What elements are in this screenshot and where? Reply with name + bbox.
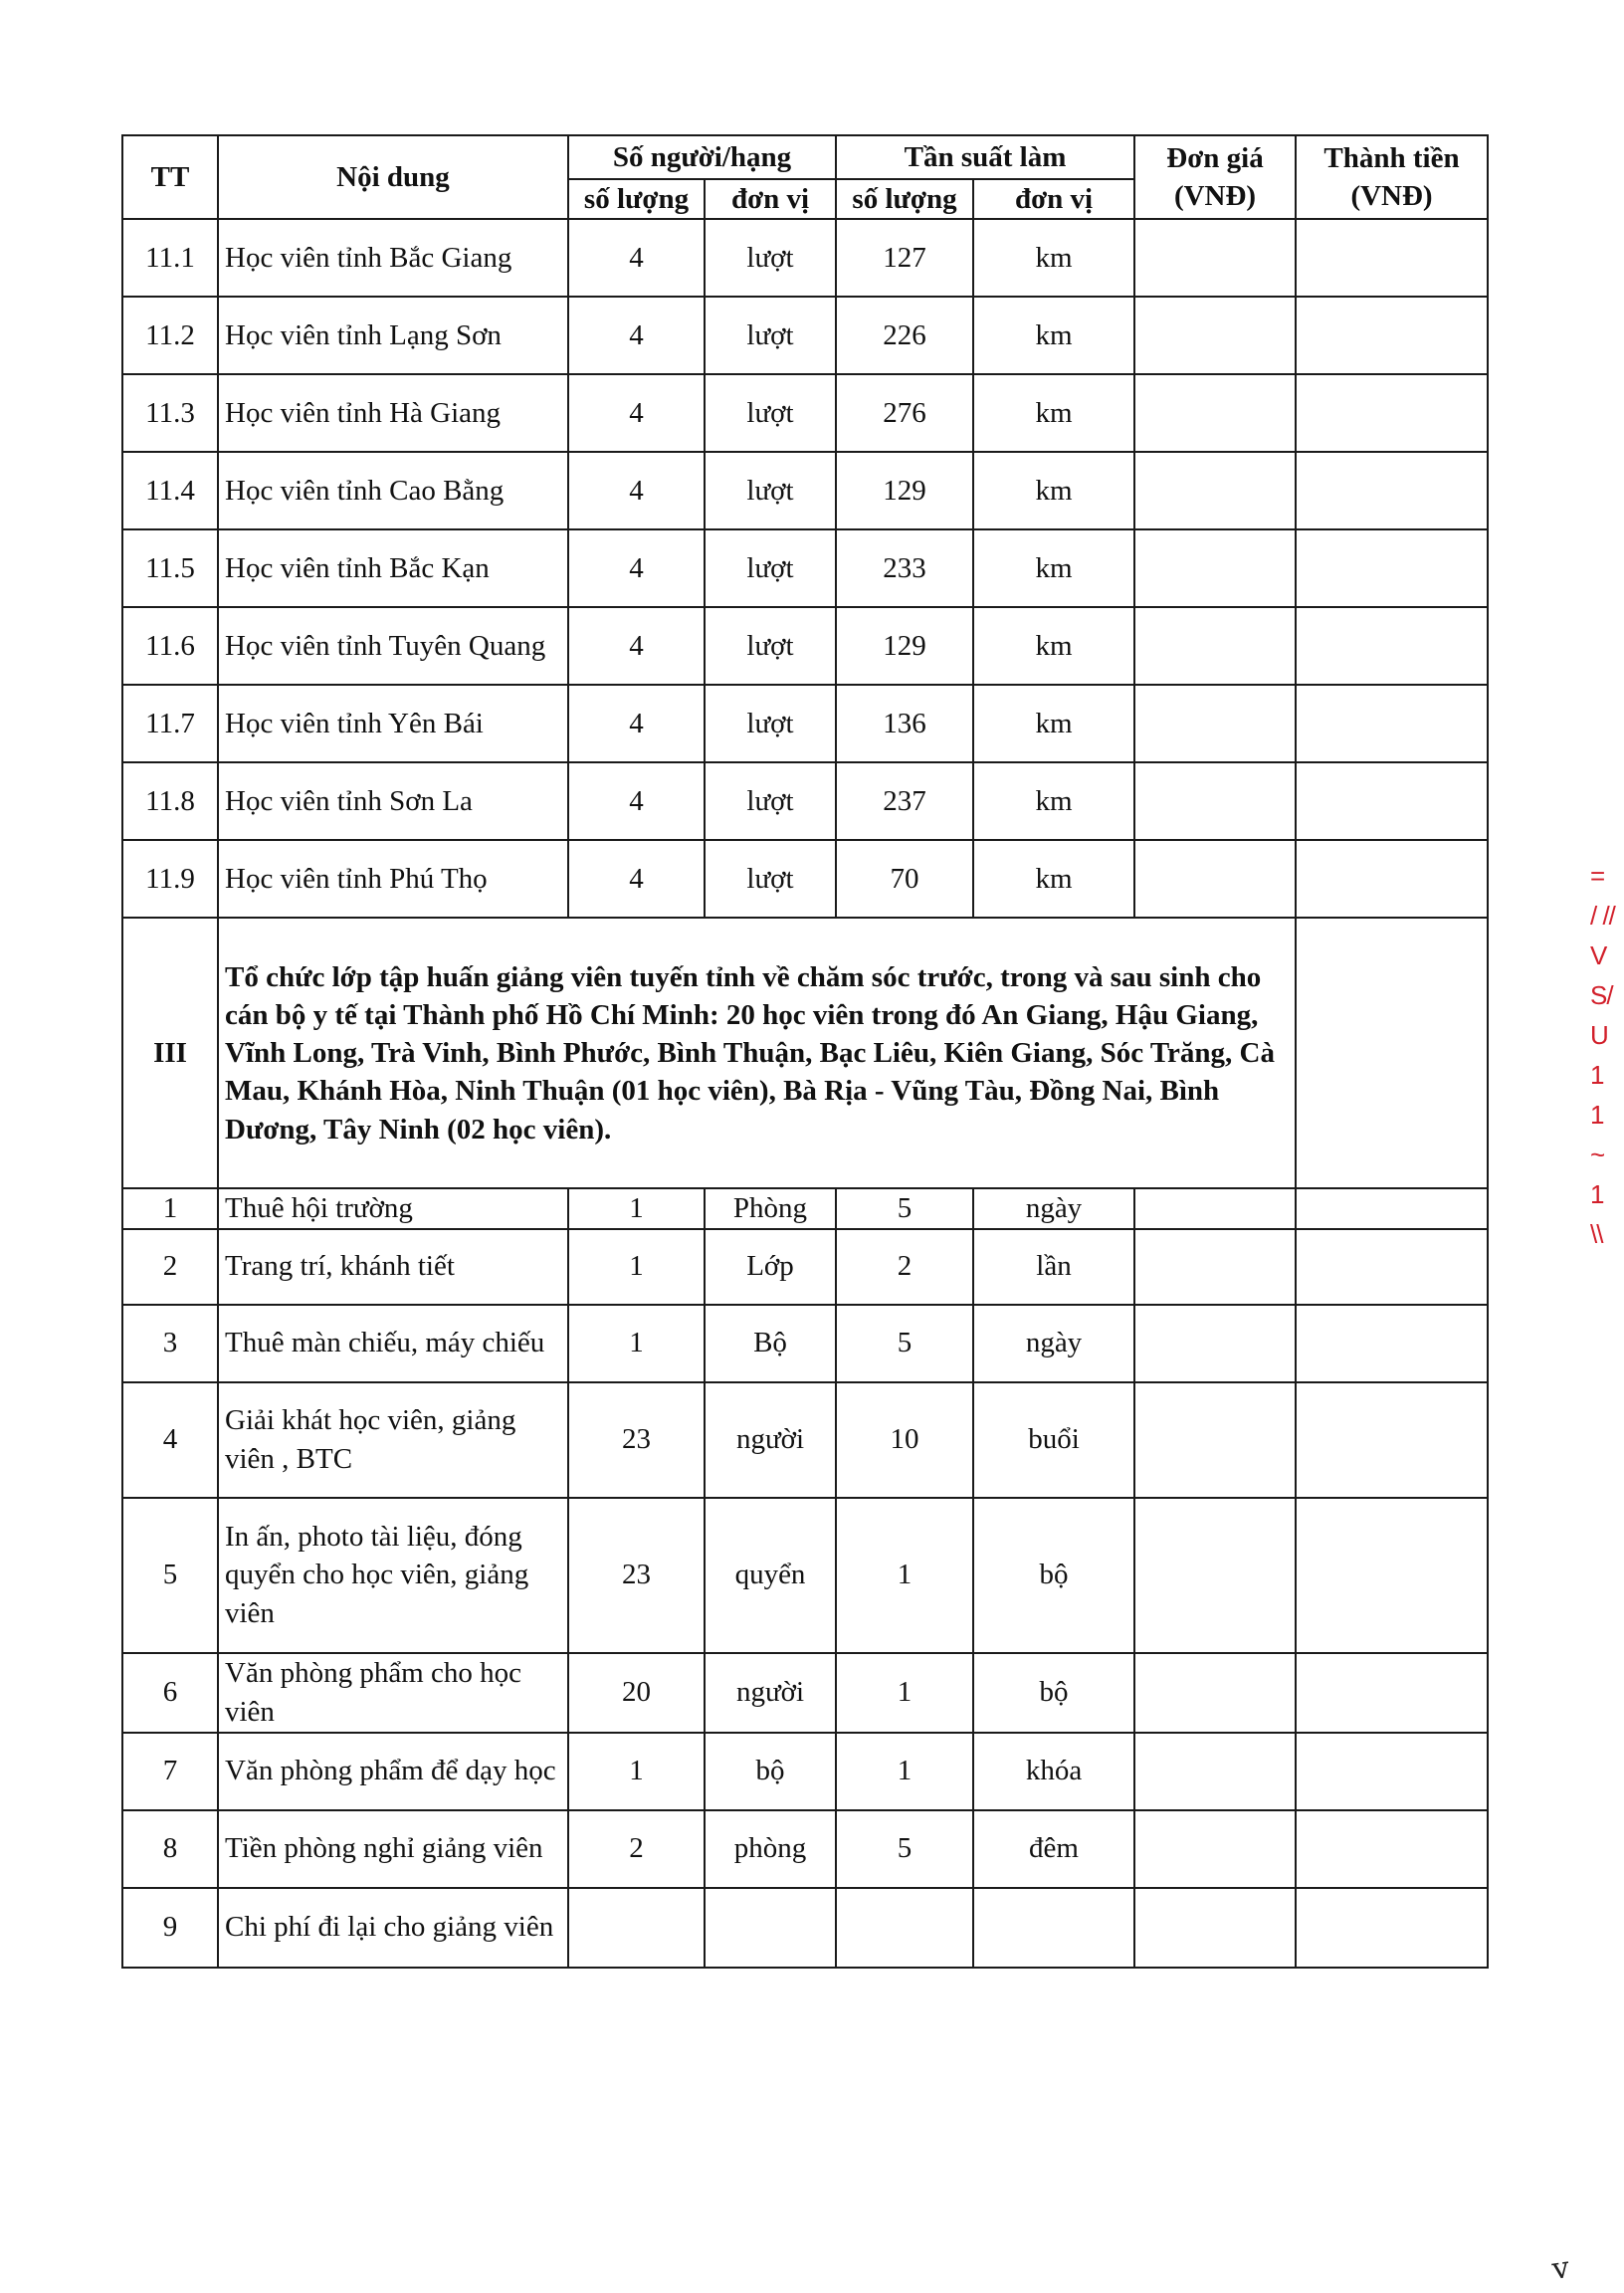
cell-content: Trang trí, khánh tiết (218, 1229, 568, 1305)
section-tt: III (122, 918, 218, 1188)
cell-content: Học viên tỉnh Tuyên Quang (218, 607, 568, 685)
cell-unit: lượt (705, 529, 836, 607)
cell-freq (836, 1888, 973, 1968)
cell-thanh-tien (1296, 1229, 1488, 1305)
header-so-luong-1: số lượng (568, 179, 705, 219)
cell-don-gia (1134, 762, 1296, 840)
table-body (122, 219, 1488, 1967)
cell-unit: lượt (705, 219, 836, 297)
cell-thanh-tien (1296, 529, 1488, 607)
cell-don-gia (1134, 297, 1296, 374)
cell-tt: 11.9 (122, 840, 218, 918)
cell-thanh-tien (1296, 685, 1488, 762)
table-row (122, 1810, 1488, 1888)
cell-don-gia (1134, 1382, 1296, 1498)
cell-content: Văn phòng phẩm cho học viên (218, 1653, 568, 1733)
cell-tt: 11.8 (122, 762, 218, 840)
cell-don-gia (1134, 1188, 1296, 1228)
cell-content: Thuê màn chiếu, máy chiếu (218, 1305, 568, 1382)
section-heading: Tổ chức lớp tập huấn giảng viên tuyến tỉnh về chăm sóc trước, trong và sau sinh cho cán bộ y tế tại Thành phố Hồ Chí Minh: 20 học viên trong đó An Giang, Hậu Giang, Vĩnh Long, Trà Vinh, Bình Phước, Bình Thuận, Bạc Liêu, Kiên Giang, Sóc Trăng, Cà Mau, Khánh Hòa, Ninh Thuận (01 học viên), Bà Rịa - Vũng Tàu, Đồng Nai, Bình Dương, Tây Ninh (02 học viên). (218, 918, 1296, 1188)
cell-content: In ấn, photo tài liệu, đóng quyển cho học viên, giảng viên (218, 1498, 568, 1653)
cell-tt: 9 (122, 1888, 218, 1968)
cell-freq-unit: km (973, 607, 1134, 685)
cell-qty (568, 1888, 705, 1968)
cell-freq-unit: buổi (973, 1382, 1134, 1498)
cell-don-gia (1134, 685, 1296, 762)
header-tan-suat-lam: Tần suất làm (836, 135, 1134, 179)
cell-freq: 2 (836, 1229, 973, 1305)
cell-freq-unit: km (973, 529, 1134, 607)
cell-tt: 3 (122, 1305, 218, 1382)
cell-tt: 11.1 (122, 219, 218, 297)
margin-mark: U (1590, 1020, 1608, 1050)
cell-tt: 5 (122, 1498, 218, 1653)
cell-freq: 136 (836, 685, 973, 762)
cell-freq: 1 (836, 1653, 973, 1733)
cell-unit: lượt (705, 840, 836, 918)
cell-thanh-tien (1296, 1498, 1488, 1653)
cell-thanh-tien (1296, 607, 1488, 685)
cell-qty: 23 (568, 1382, 705, 1498)
cell-qty: 4 (568, 297, 705, 374)
cell-unit: người (705, 1382, 836, 1498)
cell-tt: 11.5 (122, 529, 218, 607)
table-row (122, 219, 1488, 297)
cell-content: Học viên tỉnh Cao Bằng (218, 452, 568, 529)
cell-unit: lượt (705, 685, 836, 762)
cell-tt: 2 (122, 1229, 218, 1305)
header-don-vi-1: đơn vị (705, 179, 836, 219)
cell-qty: 4 (568, 607, 705, 685)
cell-thanh-tien (1296, 1188, 1488, 1228)
margin-mark: \\ (1590, 1219, 1603, 1249)
cell-freq-unit: lần (973, 1229, 1134, 1305)
margin-mark: = / // (1590, 861, 1615, 931)
cell-freq: 237 (836, 762, 973, 840)
cell-tt: 11.6 (122, 607, 218, 685)
cell-unit: phòng (705, 1810, 836, 1888)
cell-content: Học viên tỉnh Bắc Kạn (218, 529, 568, 607)
cell-don-gia (1134, 1305, 1296, 1382)
table-row (122, 1382, 1488, 1498)
table-row (122, 1888, 1488, 1968)
cell-freq-unit (973, 1888, 1134, 1968)
cell-qty: 1 (568, 1305, 705, 1382)
cell-freq-unit: km (973, 297, 1134, 374)
cell-unit: lượt (705, 297, 836, 374)
table-header (122, 135, 1488, 219)
cell-tt: 6 (122, 1653, 218, 1733)
header-noi-dung: Nội dung (218, 135, 568, 219)
table-row (122, 1733, 1488, 1810)
cell-tt: 7 (122, 1733, 218, 1810)
table-row (122, 297, 1488, 374)
cell-freq-unit: bộ (973, 1653, 1134, 1733)
cell-content: Học viên tỉnh Lạng Sơn (218, 297, 568, 374)
cell-tt: 11.4 (122, 452, 218, 529)
cell-content: Chi phí đi lại cho giảng viên (218, 1888, 568, 1968)
cell-qty: 4 (568, 374, 705, 452)
cell-freq-unit: km (973, 762, 1134, 840)
cell-freq-unit: km (973, 219, 1134, 297)
cell-qty: 20 (568, 1653, 705, 1733)
cell-content: Văn phòng phẩm để dạy học (218, 1733, 568, 1810)
cell-freq: 5 (836, 1810, 973, 1888)
cell-freq: 1 (836, 1733, 973, 1810)
cell-tt: 1 (122, 1188, 218, 1228)
cell-qty: 2 (568, 1810, 705, 1888)
margin-mark: V (1590, 940, 1607, 970)
cell-freq: 5 (836, 1188, 973, 1228)
cell-freq: 1 (836, 1498, 973, 1653)
cell-freq-unit: km (973, 840, 1134, 918)
cell-thanh-tien (1296, 297, 1488, 374)
cell-freq-unit: km (973, 374, 1134, 452)
cell-qty: 1 (568, 1733, 705, 1810)
cell-thanh-tien (1296, 1382, 1488, 1498)
cell-freq: 226 (836, 297, 973, 374)
cell-qty: 1 (568, 1229, 705, 1305)
table-row (122, 1498, 1488, 1653)
cell-unit: bộ (705, 1733, 836, 1810)
table-row (122, 452, 1488, 529)
cell-content: Tiền phòng nghỉ giảng viên (218, 1810, 568, 1888)
cell-unit: lượt (705, 607, 836, 685)
section-row (122, 918, 1488, 1188)
cell-unit: Phòng (705, 1188, 836, 1228)
table-row (122, 1188, 1488, 1228)
cell-unit: quyển (705, 1498, 836, 1653)
cell-qty: 23 (568, 1498, 705, 1653)
cell-qty: 1 (568, 1188, 705, 1228)
cell-qty: 4 (568, 219, 705, 297)
cell-don-gia (1134, 1733, 1296, 1810)
cell-don-gia (1134, 840, 1296, 918)
cell-tt: 8 (122, 1810, 218, 1888)
table-row (122, 1305, 1488, 1382)
cell-don-gia (1134, 529, 1296, 607)
cell-don-gia (1134, 607, 1296, 685)
cell-don-gia (1134, 1498, 1296, 1653)
cell-tt: 4 (122, 1382, 218, 1498)
cell-freq: 276 (836, 374, 973, 452)
cell-thanh-tien (1296, 1305, 1488, 1382)
handwritten-initial: v (1549, 2249, 1572, 2288)
table-row (122, 1229, 1488, 1305)
cell-thanh-tien (1296, 452, 1488, 529)
cell-freq: 70 (836, 840, 973, 918)
cell-qty: 4 (568, 452, 705, 529)
cell-thanh-tien (1296, 219, 1488, 297)
cell-thanh-tien (1296, 1733, 1488, 1810)
cell-content: Học viên tỉnh Phú Thọ (218, 840, 568, 918)
margin-mark: S/ (1590, 980, 1613, 1010)
cell-freq: 10 (836, 1382, 973, 1498)
cell-thanh-tien (1296, 1810, 1488, 1888)
table-row (122, 685, 1488, 762)
cell-freq-unit: ngày (973, 1188, 1134, 1228)
cell-thanh-tien (1296, 918, 1488, 1188)
header-tt: TT (122, 135, 218, 219)
cell-thanh-tien (1296, 762, 1488, 840)
cell-thanh-tien (1296, 840, 1488, 918)
table-row (122, 1653, 1488, 1733)
margin-mark: 1 1 ~ 1 (1590, 1060, 1605, 1209)
cell-don-gia (1134, 1229, 1296, 1305)
header-don-gia: Đơn giá (VNĐ) (1134, 135, 1296, 219)
table-row (122, 840, 1488, 918)
cell-freq: 5 (836, 1305, 973, 1382)
cell-freq: 129 (836, 452, 973, 529)
cell-qty: 4 (568, 685, 705, 762)
cell-unit: lượt (705, 452, 836, 529)
table-row (122, 374, 1488, 452)
cell-don-gia (1134, 1810, 1296, 1888)
cell-unit (705, 1888, 836, 1968)
cell-don-gia (1134, 452, 1296, 529)
cell-unit: lượt (705, 374, 836, 452)
cell-qty: 4 (568, 762, 705, 840)
cell-tt: 11.3 (122, 374, 218, 452)
table-row (122, 607, 1488, 685)
cell-freq-unit: km (973, 452, 1134, 529)
cell-tt: 11.7 (122, 685, 218, 762)
cell-thanh-tien (1296, 374, 1488, 452)
cell-don-gia (1134, 374, 1296, 452)
cell-don-gia (1134, 1653, 1296, 1733)
cell-freq: 127 (836, 219, 973, 297)
header-don-vi-2: đơn vị (973, 179, 1134, 219)
cell-freq-unit: đêm (973, 1810, 1134, 1888)
cell-freq-unit: ngày (973, 1305, 1134, 1382)
cell-unit: lượt (705, 762, 836, 840)
cell-freq-unit: bộ (973, 1498, 1134, 1653)
cell-content: Học viên tỉnh Bắc Giang (218, 219, 568, 297)
cell-freq-unit: km (973, 685, 1134, 762)
cell-qty: 4 (568, 840, 705, 918)
cell-content: Học viên tỉnh Hà Giang (218, 374, 568, 452)
table-row (122, 529, 1488, 607)
red-margin-marks (1590, 856, 1616, 1254)
cell-unit: người (705, 1653, 836, 1733)
cell-qty: 4 (568, 529, 705, 607)
cell-freq: 129 (836, 607, 973, 685)
cell-thanh-tien (1296, 1653, 1488, 1733)
cell-unit: Lớp (705, 1229, 836, 1305)
budget-table (121, 134, 1489, 1969)
cell-thanh-tien (1296, 1888, 1488, 1968)
table-row (122, 762, 1488, 840)
cell-content: Học viên tỉnh Yên Bái (218, 685, 568, 762)
cell-don-gia (1134, 219, 1296, 297)
cell-content: Giải khát học viên, giảng viên , BTC (218, 1382, 568, 1498)
header-so-luong-2: số lượng (836, 179, 973, 219)
cell-tt: 11.2 (122, 297, 218, 374)
cell-freq: 233 (836, 529, 973, 607)
cell-freq-unit: khóa (973, 1733, 1134, 1810)
header-thanh-tien: Thành tiền (VNĐ) (1296, 135, 1488, 219)
cell-unit: Bộ (705, 1305, 836, 1382)
header-so-nguoi-hang: Số người/hạng (568, 135, 836, 179)
cell-content: Thuê hội trường (218, 1188, 568, 1228)
cell-content: Học viên tỉnh Sơn La (218, 762, 568, 840)
cell-don-gia (1134, 1888, 1296, 1968)
